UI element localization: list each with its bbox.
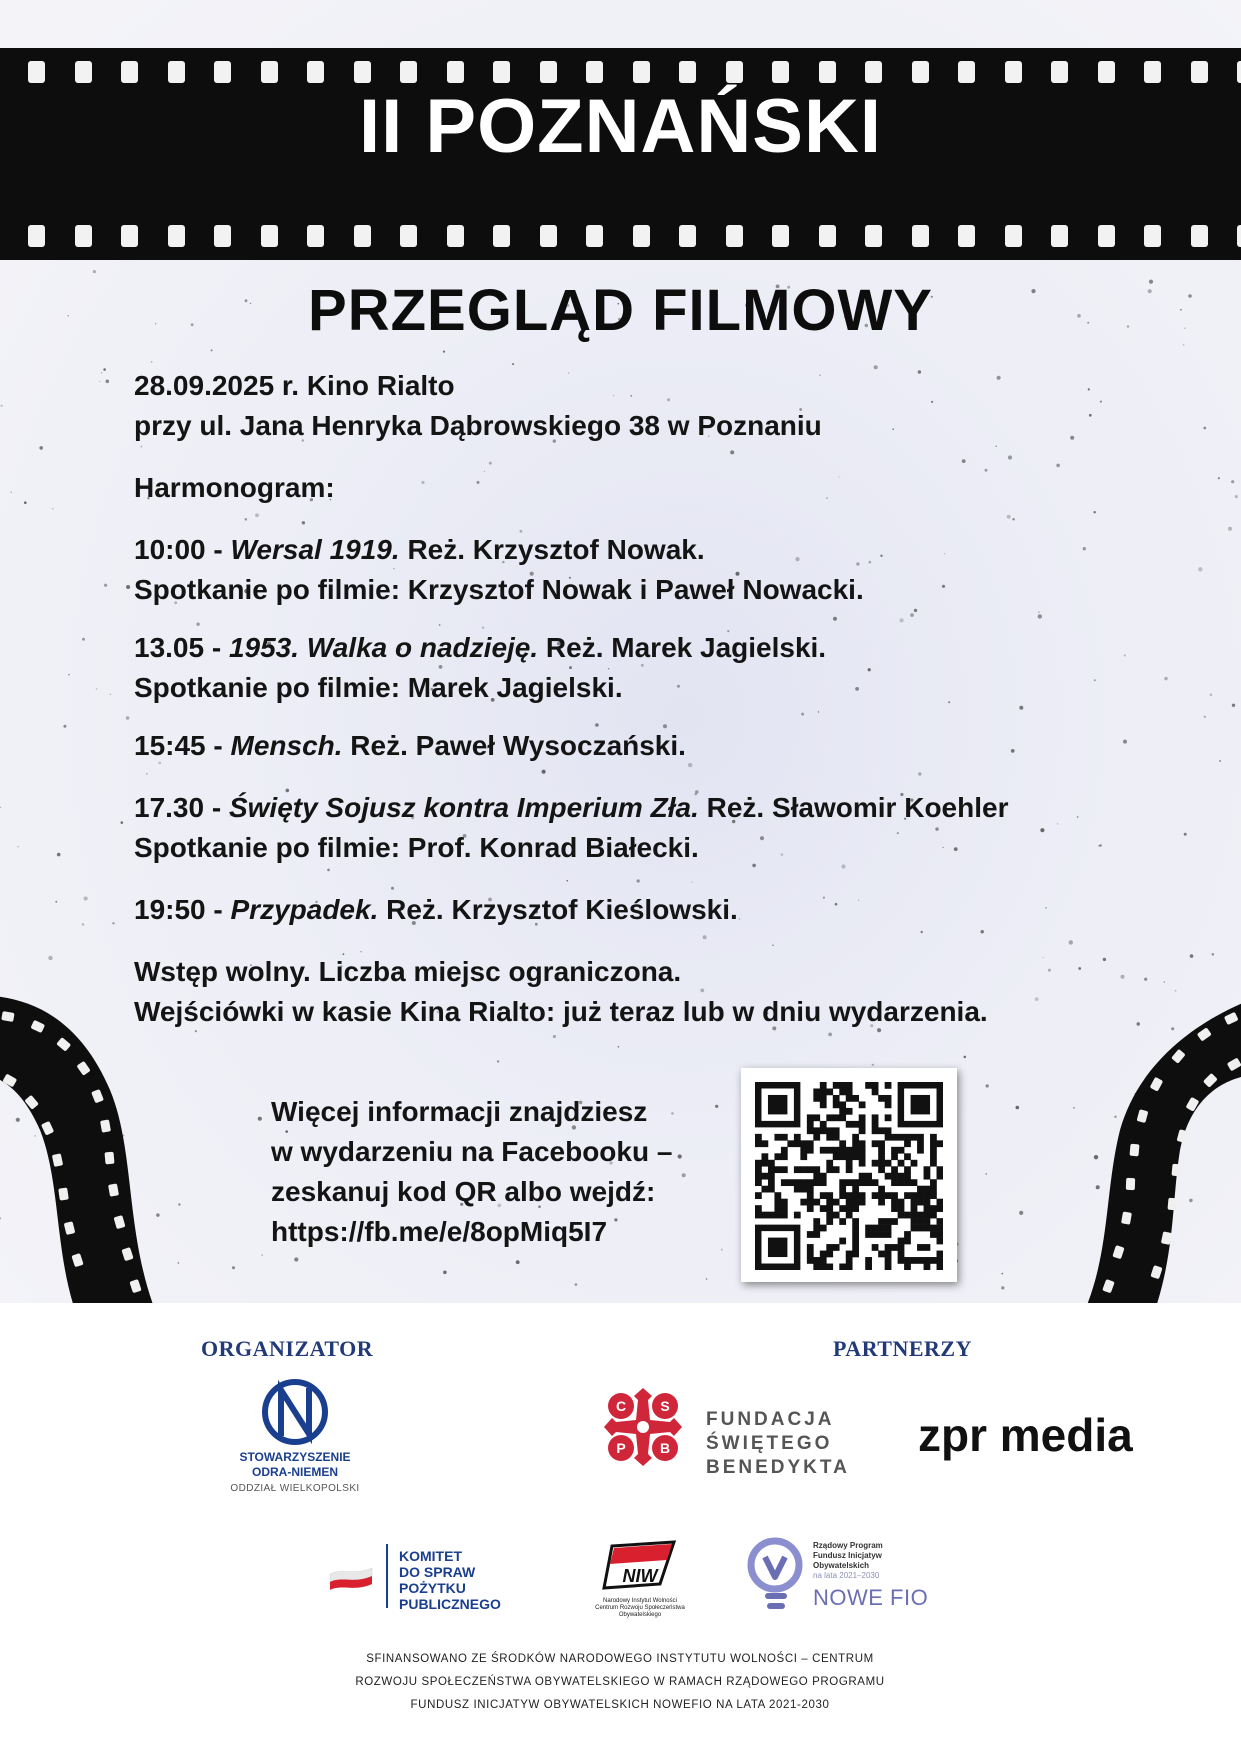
komitet-logo: KOMITET DO SPRAW POŻYTKU PUBLICZNEGO bbox=[324, 1540, 524, 1610]
fsb-letter: P bbox=[616, 1440, 626, 1456]
film-reel-left bbox=[0, 990, 160, 1303]
film-perforations-bottom bbox=[0, 225, 1241, 247]
film-perforation bbox=[447, 225, 464, 247]
admission-note-1: Wstęp wolny. Liczba miejsc ograniczona. bbox=[134, 956, 682, 987]
film-perforation bbox=[586, 225, 603, 247]
fsb-letter: B bbox=[659, 1440, 671, 1456]
admission-note-2: Wejściówki w kasie Kina Rialto: już teraz lub w dniu wydarzenia. bbox=[134, 996, 988, 1027]
fundacja-benedykta-logo: C S P B FUNDACJA ŚWIĘTEGO BENEDYKTA bbox=[588, 1386, 848, 1486]
schedule-item: 10:00 - Wersal 1919. Reż. Krzysztof Nowak. Spotkanie po filmie: Krzysztof Nowak i Paweł Nowacki. bbox=[134, 530, 1164, 610]
film-perforation bbox=[726, 225, 743, 247]
funding-note: SFINANSOWANO ZE ŚRODKÓW NARODOWEGO INSTYTUTU WOLNOŚCI – CENTRUM ROZWOJU SPOŁECZEŃSTWA OBYWATELSKIEGO W RAMACH RZĄDOWEGO PROGRAMU FUNDUSZ INICJATYW OBYWATELSKICH NOWEFIO NA LATA 2021-2030 bbox=[355, 1653, 885, 1711]
film-perforation bbox=[819, 225, 836, 247]
schedule-item: 13.05 - 1953. Walka o nadzieję. Reż. Marek Jagielski. Spotkanie po filmie: Marek Jagielski. bbox=[134, 628, 1164, 708]
more-info: Więcej informacji znajdziesz w wydarzeniu na Facebooku – zeskanuj kod QR albo wejdź: https://fb.me/e/8opMiq5I7 bbox=[271, 1092, 731, 1252]
benedictine-cross-icon bbox=[588, 1386, 698, 1486]
qr-code[interactable] bbox=[741, 1068, 957, 1282]
film-perforation bbox=[772, 225, 789, 247]
film-perforation bbox=[1144, 225, 1161, 247]
film-perforation bbox=[214, 225, 231, 247]
nowe-fio-logo: Rządowy Program Fundusz Inicjatyw Obywatelskich na lata 2021–2030 NOWE FIO bbox=[745, 1537, 945, 1617]
qr-code-image bbox=[755, 1082, 943, 1270]
film-perforation bbox=[493, 225, 510, 247]
film-perforation bbox=[1051, 225, 1068, 247]
odra-niemen-logo: STOWARZYSZENIE ODRA-NIEMEN ODDZIAŁ WIELKOPOLSKI bbox=[210, 1378, 380, 1498]
fsb-letter: S bbox=[660, 1398, 670, 1414]
polish-flag-icon bbox=[328, 1560, 378, 1600]
meeting-note: Spotkanie po filmie: Krzysztof Nowak i Paweł Nowacki. bbox=[134, 574, 864, 605]
film-perforation bbox=[633, 225, 650, 247]
film-perforation bbox=[168, 225, 185, 247]
schedule-item: 15:45 - Mensch. Reż. Paweł Wysoczański. bbox=[134, 730, 686, 761]
svg-text:NIW: NIW bbox=[622, 1566, 658, 1586]
film-perforation bbox=[1237, 225, 1241, 247]
zpr-media-logo: zpr media bbox=[918, 1409, 1133, 1461]
film-perforation bbox=[307, 225, 324, 247]
film-perforation bbox=[1191, 225, 1208, 247]
film-perforation bbox=[28, 225, 45, 247]
film-title: Wersal 1919. bbox=[230, 534, 400, 565]
schedule-item: 17.30 - Święty Sojusz kontra Imperium Zła. Reż. Sławomir Koehler Spotkanie po filmie: Prof. Konrad Białecki. bbox=[134, 788, 1164, 868]
event-date-place: 28.09.2025 r. Kino Rialto bbox=[134, 370, 455, 401]
film-perforation bbox=[912, 225, 929, 247]
film-title: Święty Sojusz kontra Imperium Zła. bbox=[228, 792, 699, 823]
film-perforation bbox=[865, 225, 882, 247]
film-perforation bbox=[540, 225, 557, 247]
meeting-note: Spotkanie po filmie: Prof. Konrad Białecki. bbox=[134, 832, 699, 863]
film-perforation bbox=[261, 225, 278, 247]
partners-label: PARTNERZY bbox=[833, 1336, 972, 1361]
title-line-1: II POZNAŃSKI bbox=[359, 84, 882, 169]
film-perforation bbox=[354, 225, 371, 247]
fsb-letter: C bbox=[615, 1398, 627, 1414]
film-perforation bbox=[1098, 225, 1115, 247]
film-perforation bbox=[679, 225, 696, 247]
film-perforation bbox=[121, 225, 138, 247]
title-line-2: PRZEGLĄD FILMOWY bbox=[308, 278, 933, 343]
odra-niemen-emblem bbox=[210, 1378, 380, 1450]
film-perforation bbox=[75, 225, 92, 247]
schedule-item: 19:50 - Przypadek. Reż. Krzysztof Kieślowski. bbox=[134, 894, 738, 925]
organizer-label: ORGANIZATOR bbox=[201, 1336, 374, 1361]
event-info bbox=[134, 366, 1164, 1032]
event-address: przy ul. Jana Henryka Dąbrowskiego 38 w Poznaniu bbox=[134, 410, 822, 441]
lightbulb-icon bbox=[745, 1537, 809, 1617]
film-perforation bbox=[1005, 225, 1022, 247]
niw-logo: NIW Narodowy Instytut Wolności Centrum Rozwoju Społeczeństwa Obywatelskiego bbox=[590, 1540, 690, 1614]
facebook-event-link[interactable]: https://fb.me/e/8opMiq5I7 bbox=[271, 1216, 608, 1247]
meeting-note: Spotkanie po filmie: Marek Jagielski. bbox=[134, 672, 623, 703]
schedule-label: Harmonogram: bbox=[134, 472, 335, 503]
niw-flag-icon bbox=[590, 1540, 690, 1598]
film-perforation bbox=[400, 225, 417, 247]
film-perforation bbox=[958, 225, 975, 247]
film-title: Mensch. bbox=[230, 730, 343, 761]
film-title: 1953. Walka o nadzieję. bbox=[228, 632, 539, 663]
film-reel-right bbox=[1080, 1000, 1241, 1303]
film-title: Przypadek. bbox=[230, 894, 379, 925]
